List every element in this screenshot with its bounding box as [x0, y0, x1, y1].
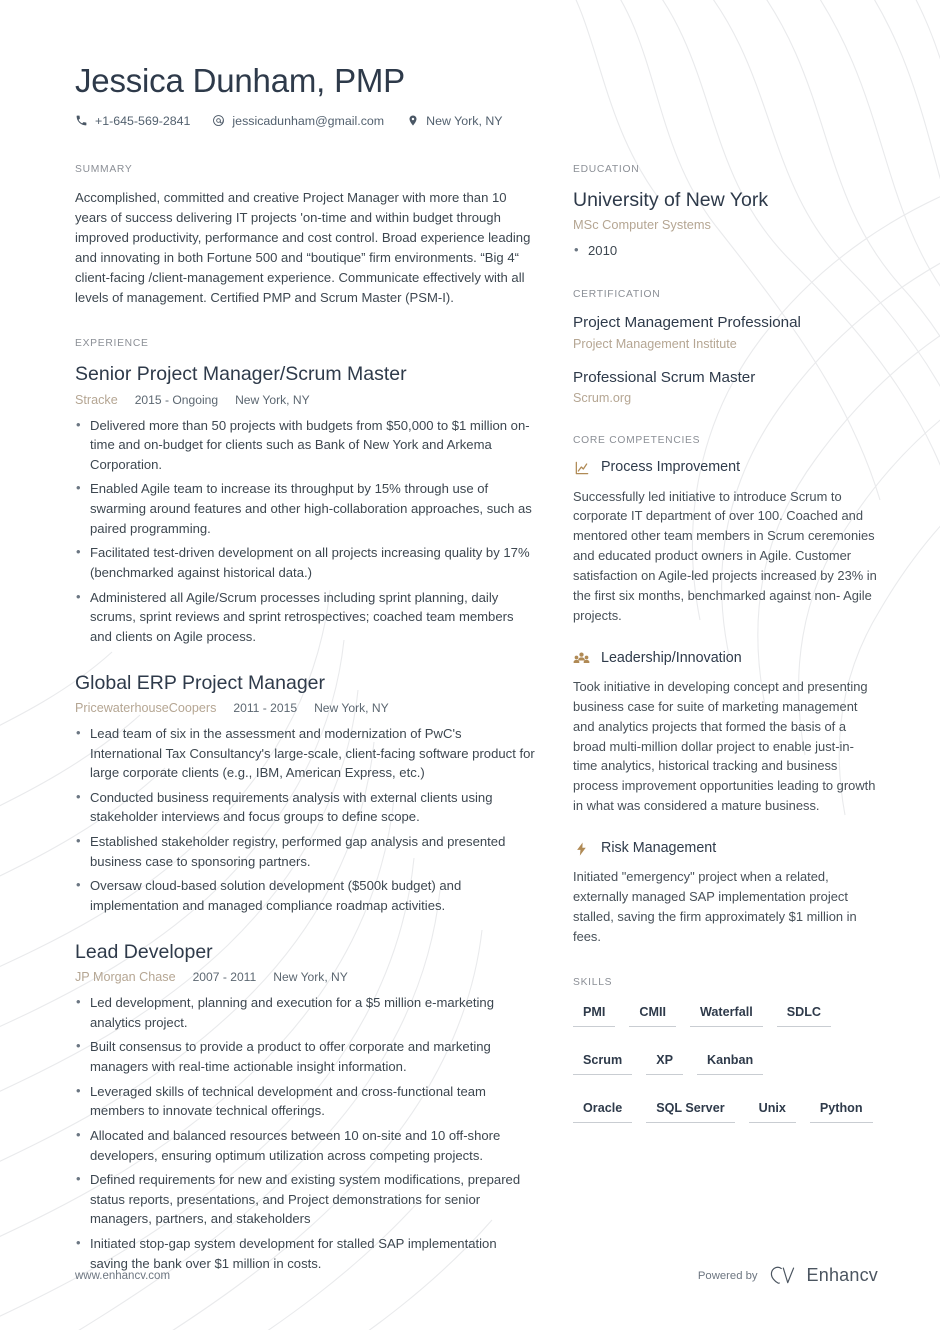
section-certification — [573, 289, 878, 406]
skills-group — [573, 1049, 878, 1075]
contact-location-value: New York, NY — [426, 113, 503, 128]
phone-icon — [75, 114, 88, 127]
experience-entry — [75, 671, 537, 916]
competency-title: Process Improvement — [601, 459, 741, 476]
people-group-icon — [573, 650, 590, 667]
skill-chip: XP — [646, 1049, 683, 1075]
section-experience — [75, 338, 537, 1273]
experience-title: Senior Project Manager/Scrum Master — [75, 363, 407, 386]
section-skills — [573, 977, 878, 1123]
competency-header — [573, 459, 878, 476]
competency-header — [573, 840, 878, 857]
experience-meta — [75, 701, 537, 715]
skill-chip: SQL Server — [646, 1097, 734, 1123]
lightning-bolt-icon — [573, 840, 590, 857]
competency-header — [573, 650, 878, 667]
certification-item — [573, 313, 878, 351]
competency-item — [573, 459, 878, 625]
competency-title: Risk Management — [601, 840, 717, 857]
experience-dates: 2011 - 2015 — [233, 700, 298, 715]
section-label-certification: CERTIFICATION — [573, 288, 661, 300]
experience-title: Global ERP Project Manager — [75, 671, 326, 694]
list-item: • Allocated and balanced resources between 10 on-site and 10 off-shore developers, ensuring optimum utilization across competing projects. — [75, 1126, 537, 1165]
skill-chip: CMII — [629, 1001, 676, 1027]
list-item: • Built consensus to provide a product to offer corporate and marketing managers with real-time actionable insight information. — [75, 1037, 537, 1076]
experience-dates: 2007 - 2011 — [192, 970, 257, 985]
experience-dates: 2015 - Ongoing — [134, 392, 219, 407]
page-footer — [75, 1265, 878, 1286]
section-education — [573, 164, 878, 261]
resume-columns — [75, 164, 878, 1278]
email-icon — [212, 114, 225, 127]
contact-phone — [75, 114, 190, 128]
experience-company: JP Morgan Chase — [75, 970, 176, 985]
right-column — [573, 164, 878, 1123]
experience-location: New York, NY — [235, 392, 310, 407]
skill-chip: SDLC — [777, 1001, 831, 1027]
list-item: • Conducted business requirements analysis with external clients using stakeholder interviews and focus groups to define scope. — [75, 788, 537, 827]
contact-email-value: jessicadunham@gmail.com — [232, 113, 385, 128]
left-column — [75, 164, 537, 1278]
education-year: • 2010 — [573, 241, 878, 261]
certification-item — [573, 368, 878, 406]
competency-item — [573, 840, 878, 947]
experience-title: Lead Developer — [75, 940, 213, 963]
experience-entry — [75, 940, 537, 1274]
experience-bullets — [75, 724, 537, 916]
footer-website[interactable]: www.enhancv.com — [75, 1269, 171, 1282]
certification-name: Project Management Professional — [573, 313, 801, 331]
page-title: Jessica Dunham, PMP — [75, 62, 405, 99]
section-label-skills: SKILLS — [573, 976, 613, 988]
experience-bullets — [75, 993, 537, 1273]
location-pin-icon — [406, 114, 419, 127]
competency-item — [573, 650, 878, 816]
competency-title: Leadership/Innovation — [601, 649, 742, 666]
certification-issuer: Scrum.org — [573, 391, 632, 406]
education-details — [573, 241, 878, 261]
competency-text: Successfully led initiative to introduce Scrum to corporate IT department of over 100. Coached and mentored other team members in Scrum ceremonies and educated product owners in Agile. Customer satisfaction on Agile-led projects increased by 23% in the first six months, benchmarked against non- Agile projects. — [573, 488, 877, 623]
brand-name: Enhancv — [806, 1265, 878, 1285]
list-item: • Administered all Agile/Scrum processes including sprint planning, daily scrums, sprint reviews and sprint retrospectives; coached team members and clients on Agile process. — [75, 588, 537, 647]
section-label-summary: SUMMARY — [75, 163, 133, 175]
line-chart-icon — [573, 460, 590, 477]
section-core-competencies — [573, 435, 878, 946]
list-item: • Enabled Agile team to increase its throughput by 15% through use of swarming around features and other high-collaboration approaches, such as paired programming. — [75, 479, 537, 538]
experience-bullets — [75, 416, 537, 647]
skill-chip: Python — [810, 1097, 873, 1123]
experience-meta — [75, 393, 537, 407]
section-label-core-competencies: CORE COMPETENCIES — [573, 435, 701, 447]
competency-text: Took initiative in developing concept and presenting business case for suite of marketing management and analytics projects that formed the basis of a broad multi-million dollar project to enable just-in-time analytics, historical tracking and business process improvement opportunities leading to growth in what was considered a mature business. — [573, 678, 876, 814]
experience-meta — [75, 970, 537, 984]
education-school: University of New York — [573, 188, 769, 211]
list-item: • Lead team of six in the assessment and modernization of PwC's International Tax Consultancy's large-scale, client-facing software product for large corporate clients (e.g., IBM, American Express, etc.) — [75, 724, 537, 783]
list-item: • Initiated stop-gap system development for stalled SAP implementation saving the bank over $1 million in costs. — [75, 1234, 537, 1273]
education-degree: MSc Computer Systems — [573, 217, 711, 233]
certification-name: Professional Scrum Master — [573, 368, 756, 386]
skill-chip: Oracle — [573, 1097, 632, 1123]
list-item: • Facilitated test-driven development on all projects increasing quality by 17% (benchmarked against historical data.) — [75, 543, 537, 582]
list-item: • Established stakeholder registry, performed gap analysis and presented business case to sponsoring partners. — [75, 832, 537, 871]
experience-entry — [75, 362, 537, 646]
experience-location: New York, NY — [314, 700, 389, 715]
experience-company: Stracke — [75, 392, 118, 407]
contact-phone-value: +1-645-569-2841 — [95, 113, 191, 128]
summary-text: Accomplished, committed and creative Project Manager with more than 10 years of success delivering IT projects 'on-time and within budget through improved productivity, performance and cost control. Broad experience leading and innovating in both Fortune 500 and “boutique” firm environments. “Big 4“ client-facing /client-management experience. Communicate effectively with all levels of management. Certified PMP and Scrum Master (PSM-I). — [75, 189, 531, 306]
section-label-experience: EXPERIENCE — [75, 338, 149, 350]
powered-by-label: Powered by — [697, 1269, 758, 1282]
list-item: • Defined requirements for new and existing system modifications, prepared status reports, presentations, and Project demonstrations for senior managers, partners, and stakeholders — [75, 1170, 537, 1229]
list-item: • Delivered more than 50 projects with budgets from $50,000 to $1 million on-time and on-budget for clients such as Bank of New York and Arkema Corporation. — [75, 416, 537, 475]
list-item: • Led development, planning and execution for a $5 million e-marketing analytics project. — [75, 993, 537, 1032]
contact-location — [406, 114, 502, 128]
list-item: • Leveraged skills of technical development and cross-functional team members to innovate technical offerings. — [75, 1082, 537, 1121]
experience-location: New York, NY — [273, 970, 348, 985]
competency-text: Initiated "emergency" project when a related, externally managed SAP implementation project stalled, saving the firm approximately $1 million in fees. — [573, 869, 857, 944]
contact-email — [212, 114, 384, 128]
footer-branding — [698, 1265, 878, 1286]
contact-row — [75, 114, 878, 128]
experience-company: PricewaterhouseCoopers — [75, 700, 217, 715]
section-label-education: EDUCATION — [573, 163, 640, 175]
skills-group — [573, 1001, 878, 1027]
skill-chip: Scrum — [573, 1049, 632, 1075]
skills-group — [573, 1097, 878, 1123]
skill-chip: Kanban — [697, 1049, 763, 1075]
resume-header — [75, 62, 878, 128]
section-summary — [75, 164, 537, 308]
list-item: • Oversaw cloud-based solution development ($500k budget) and implementation and managed compliance roadmap activities. — [75, 876, 537, 915]
skill-chip: Waterfall — [690, 1001, 763, 1027]
enhancv-logo-icon — [769, 1266, 796, 1285]
skill-chip: PMI — [573, 1001, 615, 1027]
certification-issuer: Project Management Institute — [573, 336, 737, 351]
skill-chip: Unix — [749, 1097, 796, 1123]
